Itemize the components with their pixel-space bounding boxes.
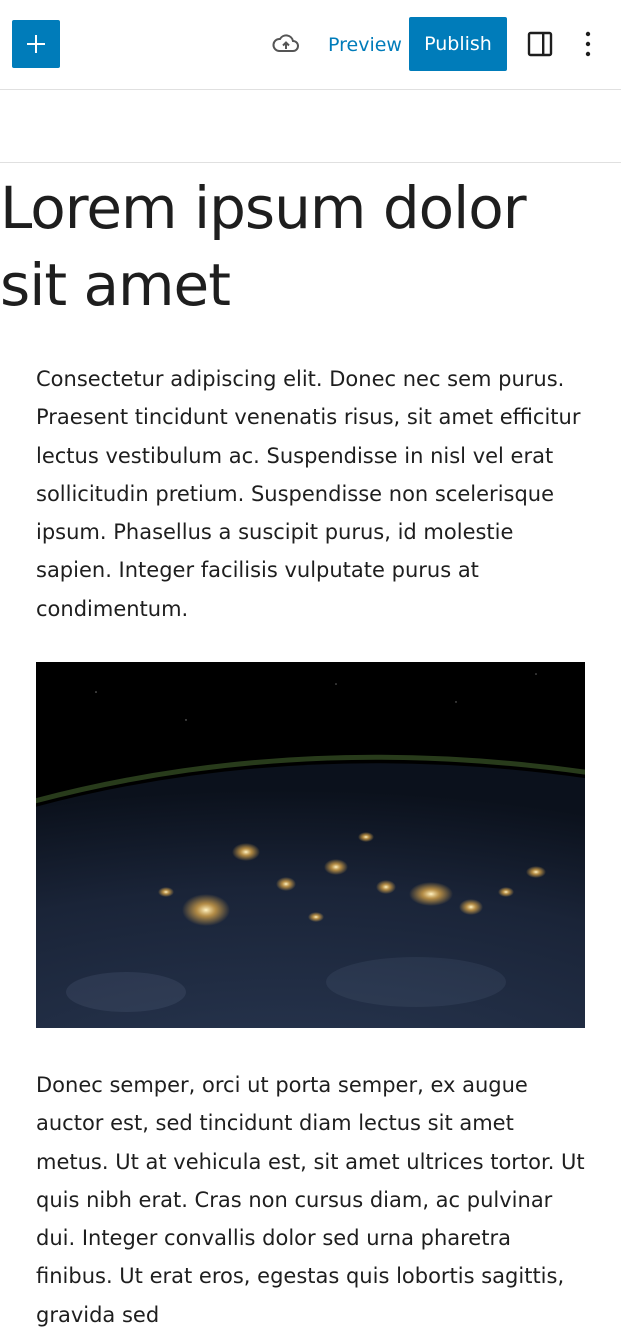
earth-at-night-image [36,662,585,1028]
vertical-ellipsis-icon [584,31,592,57]
publish-button[interactable]: Publish [409,17,507,71]
add-block-button[interactable] [12,20,60,68]
preview-button[interactable]: Preview [328,34,402,56]
save-draft-button[interactable] [270,30,302,58]
settings-button[interactable] [524,28,556,60]
plus-icon [24,32,48,56]
cloud-upload-icon [272,33,300,55]
notice-area [0,90,621,163]
editor-toolbar [0,0,621,90]
post-title[interactable]: Lorem ipsum dolor sit amet [0,174,526,319]
paragraph-block[interactable]: Consectetur adipiscing elit. Donec nec sem purus. Praesent tincidunt venenatis risus, sit amet efficitur lectus vestibulum ac. Suspendisse in nisl vel erat sollicitudin pretium. Suspendisse non scelerisque ipsum. Phasellus a suscipit purus, id molestie sapien. Integer facilisis vulputate purus at condimentum. [36,367,581,621]
options-button[interactable] [572,28,604,60]
image-block[interactable] [36,662,585,1028]
paragraph-block[interactable]: Donec semper, orci ut porta semper, ex augue auctor est, sed tincidunt diam lectus sit amet metus. Ut at vehicula est, sit amet ultrices tortor. Ut quis nibh erat. Cras non cursus diam, ac pulvinar dui. Integer convallis dolor sed urna pharetra finibus. Ut erat eros, egestas quis lobortis sagittis, gravida sed [36,1073,585,1327]
sidebar-toggle-icon [527,31,553,57]
